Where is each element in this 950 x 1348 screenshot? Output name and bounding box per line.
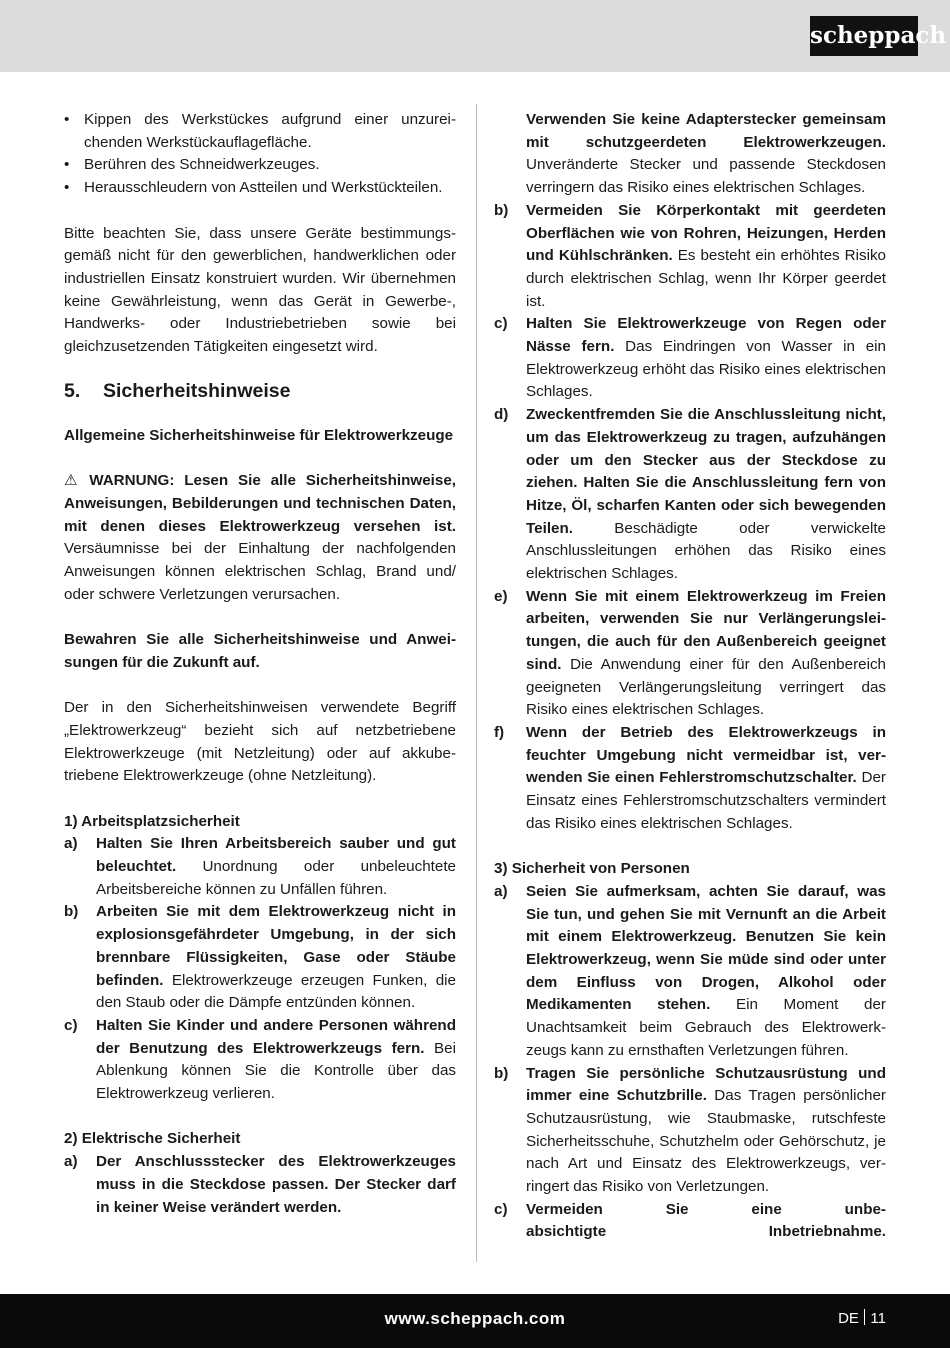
page-footer (0, 1294, 950, 1348)
persons-heading: 3) Sicherheit von Personen (494, 860, 690, 878)
list-item: c) Halten Sie Kinder und andere Personen während der Benutzung des Elektrowerkzeugs fern. Bei Ablenkung können Sie die Kontrolle über das Elektrowerkzeug verlieren. (64, 1016, 456, 1103)
subsection-heading: Allgemeine Sicherheitshinweise für Elektrowerkzeuge (64, 426, 454, 444)
website-link[interactable]: www.scheppach.com (384, 1309, 566, 1328)
right-column (494, 109, 886, 1244)
list-item: b) Tragen Sie persönliche Schutzausrüstung und immer eine Schutzbrille. Das Tragen persönlicher Schutzausrüstung, wie Staubmaske, rutschfeste Sicherheitsschuhe, Schutzhelm oder Gehörschutz, je nach Art und Einsatz des Elektrowerkzeugs, verringert das Risiko von Verletzungen. (494, 1064, 886, 1196)
list-item: e) Wenn Sie mit einem Elektrowerkzeug im Freien arbeiten, verwenden Sie nur Verlängerungsleitungen, die auch für den Außenbereich geeignet sind. Die Anwendung einer für den Außenbereich geeigneten Verlängerungsleitung verringert das Risiko eines elektrischen Schlages. (494, 587, 886, 719)
list-item: Verwenden Sie keine Adapterstecker gemeinsam mit schutzgeerdeten Elektrowerkzeugen. Unveränderte Stecker und passende Steckdosen verringern das Risiko eines elektrischen Schlages. (526, 111, 886, 197)
page-number: DE 11 (838, 1310, 886, 1327)
intended-use-paragraph: Bitte beachten Sie, dass unsere Geräte bestimmungsgemäß nicht für den gewerblichen, handwerklichen oder industriellen Einsatz konstruiert wurden. Wir übernehmen keine Gewährleistung, wenn das Gerät in Gewerbe-, Handwerks- oder Industriebetrieben sowie bei gleichzusetzenden Tätigkeiten eingesetzt wird. (64, 224, 456, 356)
page-header (0, 0, 950, 72)
list-item: • Kippen des Werkstückes aufgrund einer unzureichenden Werkstückauflagefläche. (64, 111, 456, 151)
list-item: b) Arbeiten Sie mit dem Elektrowerkzeug nicht in explosionsgefährdeter Umgebung, in der sich brennbare Flüssigkeiten, Gase oder Stäube befinden. Elektrowerkzeuge erzeugen Funken, die den Staub oder die Dämpfe entzünden können. (64, 903, 456, 1012)
electrical-heading: 2) Elektrische Sicherheit (64, 1130, 241, 1148)
term-definition-paragraph: Der in den Sicherheitshinweisen verwendete Begriff „Elektrowerkzeug“ bezieht sich auf netzbetriebene Elektrowerkzeuge (mit Netzleitung) oder auf akkubetriebene Elektrowerkzeuge (ohne Netzleitung). (64, 699, 456, 785)
warning-icon: ⚠ (64, 472, 84, 490)
list-item: f) Wenn der Betrieb des Elektrowerkzeugs in feuchter Umgebung nicht vermeidbar ist, verwenden Sie einen Fehlerstromschutzschalter. Der Einsatz eines Fehlerstromschutzschalters vermindert das Risiko eines elektrischen Schlages. (494, 723, 886, 832)
list-item: a) Seien Sie aufmerksam, achten Sie darauf, was Sie tun, und gehen Sie mit Vernunft an die Arbeit mit einem Elektrowerkzeug. Benutzen Sie kein Elektrowerkzeug, wenn Sie müde sind oder unter dem Einfluss von Drogen, Alkohol oder Medikamenten stehen. Ein Moment der Unachtsamkeit beim Gebrauch des Elektrowerkzeugs kann zu ernsthaften Verletzungen führen. (494, 882, 886, 1059)
list-item: a) Halten Sie Ihren Arbeitsbereich sauber und gut beleuchtet. Unordnung oder unbeleuchtete Arbeitsbereiche können zu Unfällen führen. (64, 835, 456, 898)
left-column (64, 109, 456, 1219)
section-heading: 5. Sicherheitshinweise (64, 379, 291, 402)
list-item: c) Halten Sie Elektrowerkzeuge von Regen oder Nässe fern. Das Eindringen von Wasser in ein Elektrowerkzeug erhöht das Risiko eines elektrischen Schlages. (494, 315, 886, 401)
brand-logo: scheppach (810, 16, 918, 56)
list-item: a) Der Anschlussstecker des Elektrowerkzeuges muss in die Steckdose passen. Der Stecker darf in keiner Weise verändert werden. (64, 1153, 456, 1216)
column-divider (476, 104, 477, 1262)
list-item: • Herausschleudern von Astteilen und Werkstückteilen. (64, 179, 443, 197)
list-item: b) Vermeiden Sie Körperkontakt mit geerdeten Oberflächen wie von Rohren, Heizungen, Herden und Kühlschränken. Es besteht ein erhöhtes Risiko durch elektrischen Schlag, wenn Ihr Körper geerdet ist. (494, 201, 886, 310)
list-item: d) Zweckentfremden Sie die Anschlussleitung nicht, um das Elektrowerkzeug zu tragen, aufzuhängen oder um den Stecker aus der Steckdose zu ziehen. Halten Sie die Anschlussleitung fern von Hitze, Öl, scharfen Kanten oder sich bewegenden Teilen. Beschädigte oder verwickelte Anschlussleitungen erhöhen das Risiko eines elektrischen Schlages. (494, 406, 886, 583)
list-item: • Berühren des Schneidwerkzeuges. (64, 156, 320, 174)
workplace-heading: 1) Arbeitsplatzsicherheit (64, 812, 240, 830)
keep-instructions-paragraph: Bewahren Sie alle Sicherheitshinweise und Anweisungen für die Zukunft auf. (64, 631, 456, 671)
list-item: c) Vermeiden Sie eine unbe- absichtigte Inbetriebnahme. (494, 1200, 886, 1241)
warning-paragraph: ⚠ WARNUNG: Lesen Sie alle Sicherheitshinweise, Anweisungen, Bebilderungen und technischen Daten, mit denen dieses Elektrowerkzeug versehen ist. Versäumnisse bei der Einhaltung der nachfolgenden Anweisungen können elektrischen Schlag, Brand und/ oder schwere Verletzungen verursachen. (64, 472, 456, 603)
